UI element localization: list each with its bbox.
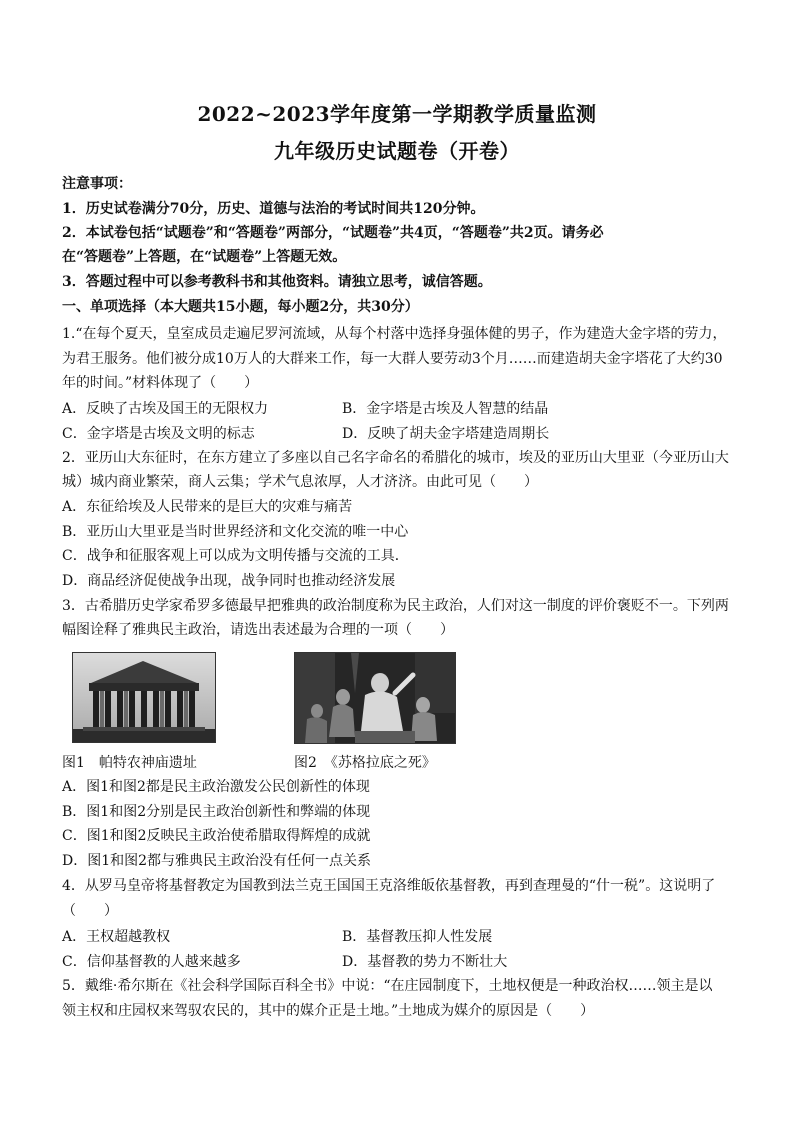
notice-item: 在“答题卷”上答题，在“试题卷”上答题无效。 <box>62 249 347 265</box>
q4-option-c: C．信仰基督教的人越来越多 <box>62 954 241 970</box>
notice-heading: 注意事项： <box>62 176 132 192</box>
q4-option-d: D．基督教的势力不断壮大 <box>342 954 508 970</box>
q3-option-c: C．图1和图2反映民主政治使希腊取得辉煌的成就 <box>62 828 371 844</box>
q1-option-a: A．反映了古埃及国王的无限权力 <box>62 401 269 417</box>
q1-stem-line: 为君王服务。他们被分成10万人的大群来工作，每一大群人要劳动3个月……而建造胡夫金字塔花了大约30 <box>62 351 723 367</box>
section-heading: 一、单项选择（本大题共15小题，每小题2分，共30分） <box>62 299 419 315</box>
q1-option-c: C．金字塔是古埃及文明的标志 <box>62 426 255 442</box>
q2-option-b: B．亚历山大里亚是当时世界经济和文化交流的唯一中心 <box>62 524 409 540</box>
q2-stem-line: 2．亚历山大东征时，在东方建立了多座以自己名字命名的希腊化的城市，埃及的亚历山大里亚（今亚历山大 <box>62 450 729 466</box>
notice-item: 1．历史试卷满分70分，历史、道德与法治的考试时间共120分钟。 <box>62 201 485 217</box>
q1-stem-line: 年的时间。”材料体现了（ ） <box>62 375 259 391</box>
fig2-caption: 图2 《苏格拉底之死》 <box>294 755 436 771</box>
socrates-illustration <box>295 653 455 743</box>
death-of-socrates-painting <box>294 652 456 744</box>
q1-option-b: B．金字塔是古埃及人智慧的结晶 <box>342 401 549 417</box>
notice-item: 3．答题过程中可以参考教科书和其他资料。请独立思考，诚信答题。 <box>62 274 492 290</box>
q3-option-d: D．图1和图2都与雅典民主政治没有任何一点关系 <box>62 853 372 869</box>
q2-stem-line: 城）城内商业繁荣，商人云集；学术气息浓厚，人才济济。由此可见（ ） <box>62 474 538 490</box>
exam-subtitle: 九年级历史试题卷（开卷） <box>274 139 520 163</box>
q5-stem-line: 领主权和庄园权来驾驭农民的，其中的媒介正是土地。”土地成为媒介的原因是（ ） <box>62 1003 595 1019</box>
q2-option-d: D．商品经济促使战争出现，战争同时也推动经济发展 <box>62 573 396 589</box>
fig1-caption: 图1 帕特农神庙遗址 <box>62 755 197 771</box>
q1-stem-line: 1.“在每个夏天，皇室成员走遍尼罗河流域，从每个村落中选择身强体健的男子，作为建造大金字塔的劳力， <box>62 326 727 342</box>
parthenon-illustration <box>73 653 215 742</box>
q3-option-b: B．图1和图2分别是民主政治创新性和弊端的体现 <box>62 804 371 820</box>
q2-option-c: C．战争和征服客观上可以成为文明传播与交流的工具． <box>62 548 409 564</box>
q4-stem-line: （ ） <box>62 903 118 919</box>
q3-stem-line: 3．古希腊历史学家希罗多德最早把雅典的政治制度称为民主政治，人们对这一制度的评价褒贬不一。下列两 <box>62 598 729 614</box>
q1-option-d: D．反映了胡夫金字塔建造周期长 <box>342 426 550 442</box>
q5-stem-line: 5．戴维·希尔斯在《社会科学国际百科全书》中说：“在庄园制度下，土地权便是一种政治权……领主是以 <box>62 978 713 994</box>
q3-option-a: A．图1和图2都是民主政治激发公民创新性的体现 <box>62 779 370 795</box>
q4-option-b: B．基督教压抑人性发展 <box>342 929 493 945</box>
q3-stem-line: 幅图诠释了雅典民主政治，请选出表述最为合理的一项（ ） <box>62 622 454 638</box>
parthenon-photo <box>72 652 216 743</box>
q4-stem-line: 4．从罗马皇帝将基督教定为国教到法兰克王国国王克洛维皈依基督教，再到查理曼的“什一税”。这说明了 <box>62 878 716 894</box>
exam-title: 2022~2023学年度第一学期教学质量监测 <box>197 102 597 126</box>
q4-option-a: A．王权超越教权 <box>62 929 171 945</box>
q2-option-a: A．东征给埃及人民带来的是巨大的灾难与痛苦 <box>62 499 353 515</box>
notice-item: 2．本试卷包括“试题卷”和“答题卷”两部分，“试题卷”共4页，“答题卷”共2页。请务必 <box>62 225 604 241</box>
